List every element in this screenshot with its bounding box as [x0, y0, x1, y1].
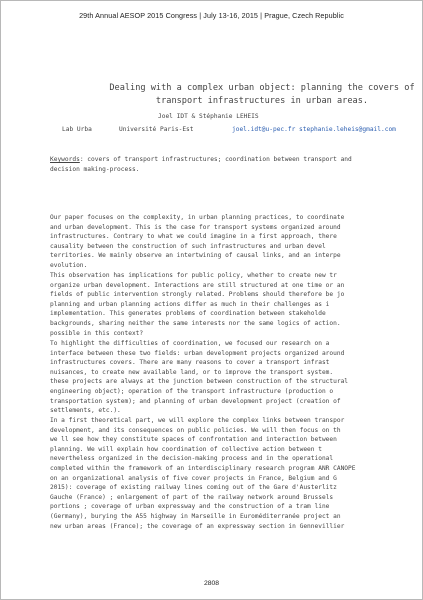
text-line: To highlight the difficulties of coordination, we focused our research on a: [50, 340, 330, 347]
text-line: portions ; coverage of urban expressway and the construction of a tram line: [50, 503, 330, 511]
text-line: on an organizational analysis of five cover projects in France, Belgium and G: [50, 474, 337, 482]
text-line: evolution.: [50, 261, 88, 269]
title-line: Dealing with a complex urban object: planning the covers of: [109, 83, 415, 93]
text-line: 2015): coverage of existing railway lines coming out of the Gare d'Austerlitz: [50, 484, 337, 492]
affiliation-university: Université Paris-Est: [119, 126, 194, 133]
text-line: new urban areas (France); the coverage of an expressway section in Gennevillier: [50, 522, 345, 530]
text-line: organize urban development. Interactions are still structured at one time or an: [50, 281, 345, 289]
text-line: these projects are always at the junction between construction of the structural: [50, 378, 349, 386]
title-line: transport infrastructures in urban areas.: [155, 95, 369, 106]
paragraph: [50, 339, 423, 416]
text-line: interface between these two fields: urban development projects organized around: [50, 349, 345, 357]
paragraph: [50, 213, 423, 271]
text-line: transportation system); and planning of urban development project (creation of: [50, 397, 341, 405]
text-line: Gauche (France) ; enlargement of part of the railway network around Brussels: [50, 493, 334, 501]
running-header: 29th Annual AESOP 2015 Congress | July 13-16, 2015 | Prague, Czech Republic: [79, 11, 344, 20]
text-line: infrastructures. Contrary to what we could imagine in a first approach, there: [50, 233, 337, 241]
text-line: we ll see how they constitute spaces of confrontation and interaction between: [50, 436, 337, 444]
authors: Joel IDT & Stéphanie LEHEIS: [158, 113, 259, 120]
text-line: engineering object); operation of the transport infrastructure (production o: [50, 387, 334, 395]
text-line: territories. We mainly observe an intertwining of causal links, and an interpe: [50, 252, 341, 260]
text-line: settlements, etc.).: [50, 407, 121, 415]
text-line: causality between the construction of such infrastructures and urban devel: [50, 242, 326, 250]
text-line: development, and its consequences on public policies. We will then focus on th: [50, 426, 341, 434]
text-line: Our paper focuses on the complexity, in urban planning practices, to coordinate: [50, 214, 345, 221]
keywords-text-continued: decision making-process.: [50, 165, 140, 173]
affiliation-lab: Lab Urba: [62, 126, 92, 133]
text-line: backgrounds, sharing neither the same interests nor the same logics of action.: [50, 319, 341, 327]
page-number: 2808: [203, 580, 220, 587]
text-line: fields of public intervention strongly related. Problems should therefore be jo: [50, 291, 345, 299]
keywords: [50, 155, 423, 174]
author-emails[interactable]: joel.idt@u-pec.fr stephanie.leheis@gmail.com: [232, 126, 396, 133]
paragraph: [50, 271, 423, 338]
text-line: In a first theoretical part, we will explore the complex links between transpor: [50, 417, 345, 424]
text-line: This observation has implications for public policy, whether to create new tr: [50, 272, 337, 279]
text-line: (Germany), burying the A55 highway in Marseille in Euroméditerranée project an: [50, 512, 341, 520]
text-line: completed within the framework of an interdisciplinary research program ANR CANOPE: [50, 464, 356, 472]
paragraph: [50, 416, 423, 531]
text-line: planning and urban planning actions differ as much in their challenges as i: [50, 300, 330, 308]
paper-title: [62, 82, 423, 107]
text-line: implementation. This generates problems of coordination between stakeholde: [50, 310, 326, 318]
text-line: and urban development. This is the case for transport systems organized around: [50, 223, 341, 231]
text-line: infrastructures covers. There are many reasons to cover a transport infrast: [50, 359, 330, 367]
text-line: nevertheless organized in the decision-making process and in the operational: [50, 455, 334, 463]
keywords-text: : covers of transport infrastructures; coordination between transport and: [79, 156, 352, 163]
text-line: possible in this context?: [50, 329, 144, 337]
text-line: nuisances, to create new available land, or to improve the transport system.: [50, 368, 334, 376]
text-line: planning. We will explain how coordination of collective action between t: [50, 445, 322, 453]
keywords-label: Keywords: [50, 156, 80, 163]
